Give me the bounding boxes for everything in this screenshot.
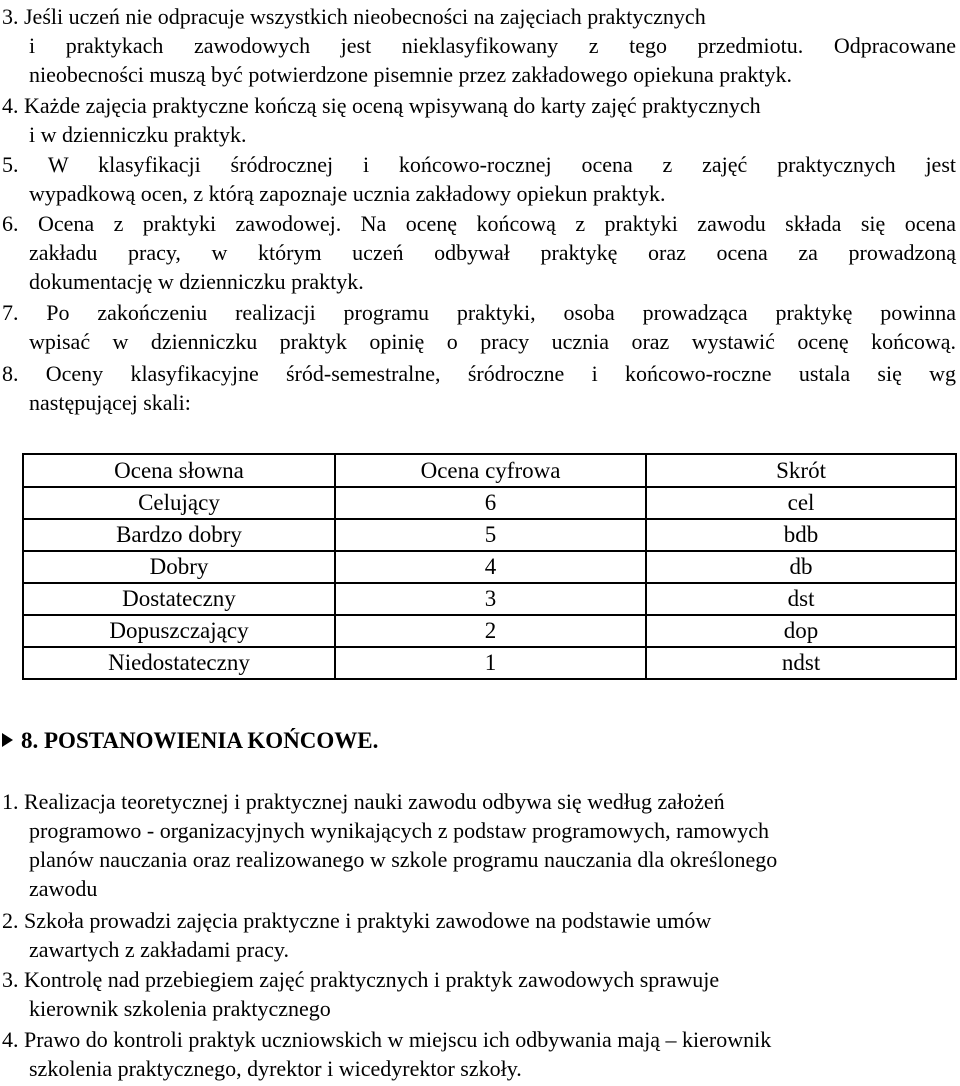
paragraph-line: planów nauczania oraz realizowanego w szkole programu nauczania dla określonego bbox=[29, 847, 778, 872]
paragraph-line: następującej skali: bbox=[29, 390, 191, 415]
final-item-1 bbox=[2, 787, 956, 903]
table-row bbox=[23, 615, 956, 647]
paragraph-line: 4. Prawo do kontroli praktyk uczniowskich w miejscu ich odbywania mają – kierownik bbox=[2, 1027, 772, 1052]
grade-scale-table bbox=[22, 453, 957, 680]
table-cell: 2 bbox=[335, 615, 646, 647]
final-item-4 bbox=[2, 1025, 956, 1083]
paragraph-line: i praktykach zawodowych jest nieklasyfikowany z tego przedmiotu. Odpracowane bbox=[29, 33, 956, 58]
table-cell: 3 bbox=[335, 583, 646, 615]
paragraph-line: 4. Każde zajęcia praktyczne kończą się oceną wpisywaną do karty zajęć praktycznych bbox=[2, 93, 761, 118]
final-item-2 bbox=[2, 906, 956, 964]
table-cell: 6 bbox=[335, 487, 646, 519]
table-cell: dst bbox=[646, 583, 956, 615]
table-cell: bdb bbox=[646, 519, 956, 551]
table-cell: db bbox=[646, 551, 956, 583]
table-cell: cel bbox=[646, 487, 956, 519]
table-cell: Dobry bbox=[23, 551, 335, 583]
paragraph-line: wypadkową ocen, z którą zapoznaje ucznia zakładowy opiekun praktyk. bbox=[29, 181, 666, 206]
paragraph-line: dokumentację w dzienniczku praktyk. bbox=[29, 269, 364, 294]
table-cell: Celujący bbox=[23, 487, 335, 519]
paragraph-line: 3. Kontrolę nad przebiegiem zajęć praktycznych i praktyk zawodowych sprawuje bbox=[2, 967, 720, 992]
paragraph-line: wpisać w dzienniczku praktyk opinię o pracy ucznia oraz wystawić ocenę końcową. bbox=[29, 329, 956, 354]
table-header-cell: Skrót bbox=[646, 454, 956, 487]
table-cell: Dopuszczający bbox=[23, 615, 335, 647]
paragraph-line: 6. Ocena z praktyki zawodowej. Na ocenę końcową z praktyki zawodu składa się ocena bbox=[2, 211, 956, 236]
section-heading bbox=[2, 726, 902, 755]
paragraph-8 bbox=[2, 359, 956, 417]
table-cell: Bardzo dobry bbox=[23, 519, 335, 551]
paragraph-line: 7. Po zakończeniu realizacji programu praktyki, osoba prowadząca praktykę powinna bbox=[2, 300, 956, 325]
table-row bbox=[23, 519, 956, 551]
paragraph-line: kierownik szkolenia praktycznego bbox=[29, 996, 331, 1021]
table-cell: ndst bbox=[646, 647, 956, 679]
table-header-cell: Ocena słowna bbox=[23, 454, 335, 487]
paragraph-line: 3. Jeśli uczeń nie odpracuje wszystkich nieobecności na zajęciach praktycznych bbox=[2, 4, 706, 29]
paragraph-line: zawartych z zakładami pracy. bbox=[29, 937, 289, 962]
paragraph-line: 5. W klasyfikacji śródrocznej i końcowo-rocznej ocena z zajęć praktycznych jest bbox=[2, 152, 956, 177]
table-row bbox=[23, 583, 956, 615]
paragraph-3 bbox=[2, 2, 956, 89]
paragraph-line: szkolenia praktycznego, dyrektor i wicedyrektor szkoły. bbox=[29, 1056, 522, 1081]
paragraph-line: zakładu pracy, w którym uczeń odbywał praktykę oraz ocena za prowadzoną bbox=[29, 240, 956, 265]
paragraph-line: programowo - organizacyjnych wynikających z podstaw programowych, ramowych bbox=[29, 818, 770, 843]
table-cell: 5 bbox=[335, 519, 646, 551]
table-cell: Dostateczny bbox=[23, 583, 335, 615]
paragraph-line: 2. Szkoła prowadzi zajęcia praktyczne i praktyki zawodowe na podstawie umów bbox=[2, 908, 712, 933]
table-cell: 1 bbox=[335, 647, 646, 679]
final-item-3 bbox=[2, 965, 956, 1023]
paragraph-5 bbox=[2, 150, 956, 208]
paragraph-7 bbox=[2, 298, 956, 356]
arrow-bullet-icon bbox=[2, 733, 13, 747]
table-row bbox=[23, 551, 956, 583]
table-header-cell: Ocena cyfrowa bbox=[335, 454, 646, 487]
table-cell: 4 bbox=[335, 551, 646, 583]
paragraph-line: nieobecności muszą być potwierdzone pisemnie przez zakładowego opiekuna praktyk. bbox=[29, 62, 792, 87]
paragraph-line: 8. Oceny klasyfikacyjne śród-semestralne, śródroczne i końcowo-roczne ustala się wg bbox=[2, 361, 956, 386]
paragraph-line: i w dzienniczku praktyk. bbox=[29, 122, 247, 147]
table-header-row bbox=[23, 454, 956, 487]
table-row bbox=[23, 647, 956, 679]
paragraph-line: zawodu bbox=[29, 876, 98, 901]
table-cell: dop bbox=[646, 615, 956, 647]
paragraph-4 bbox=[2, 91, 956, 149]
paragraph-line: 1. Realizacja teoretycznej i praktycznej nauki zawodu odbywa się według założeń bbox=[2, 789, 725, 814]
paragraph-6 bbox=[2, 209, 956, 296]
table-cell: Niedostateczny bbox=[23, 647, 335, 679]
table-row bbox=[23, 487, 956, 519]
section-heading-text: 8. POSTANOWIENIA KOŃCOWE. bbox=[21, 728, 379, 753]
